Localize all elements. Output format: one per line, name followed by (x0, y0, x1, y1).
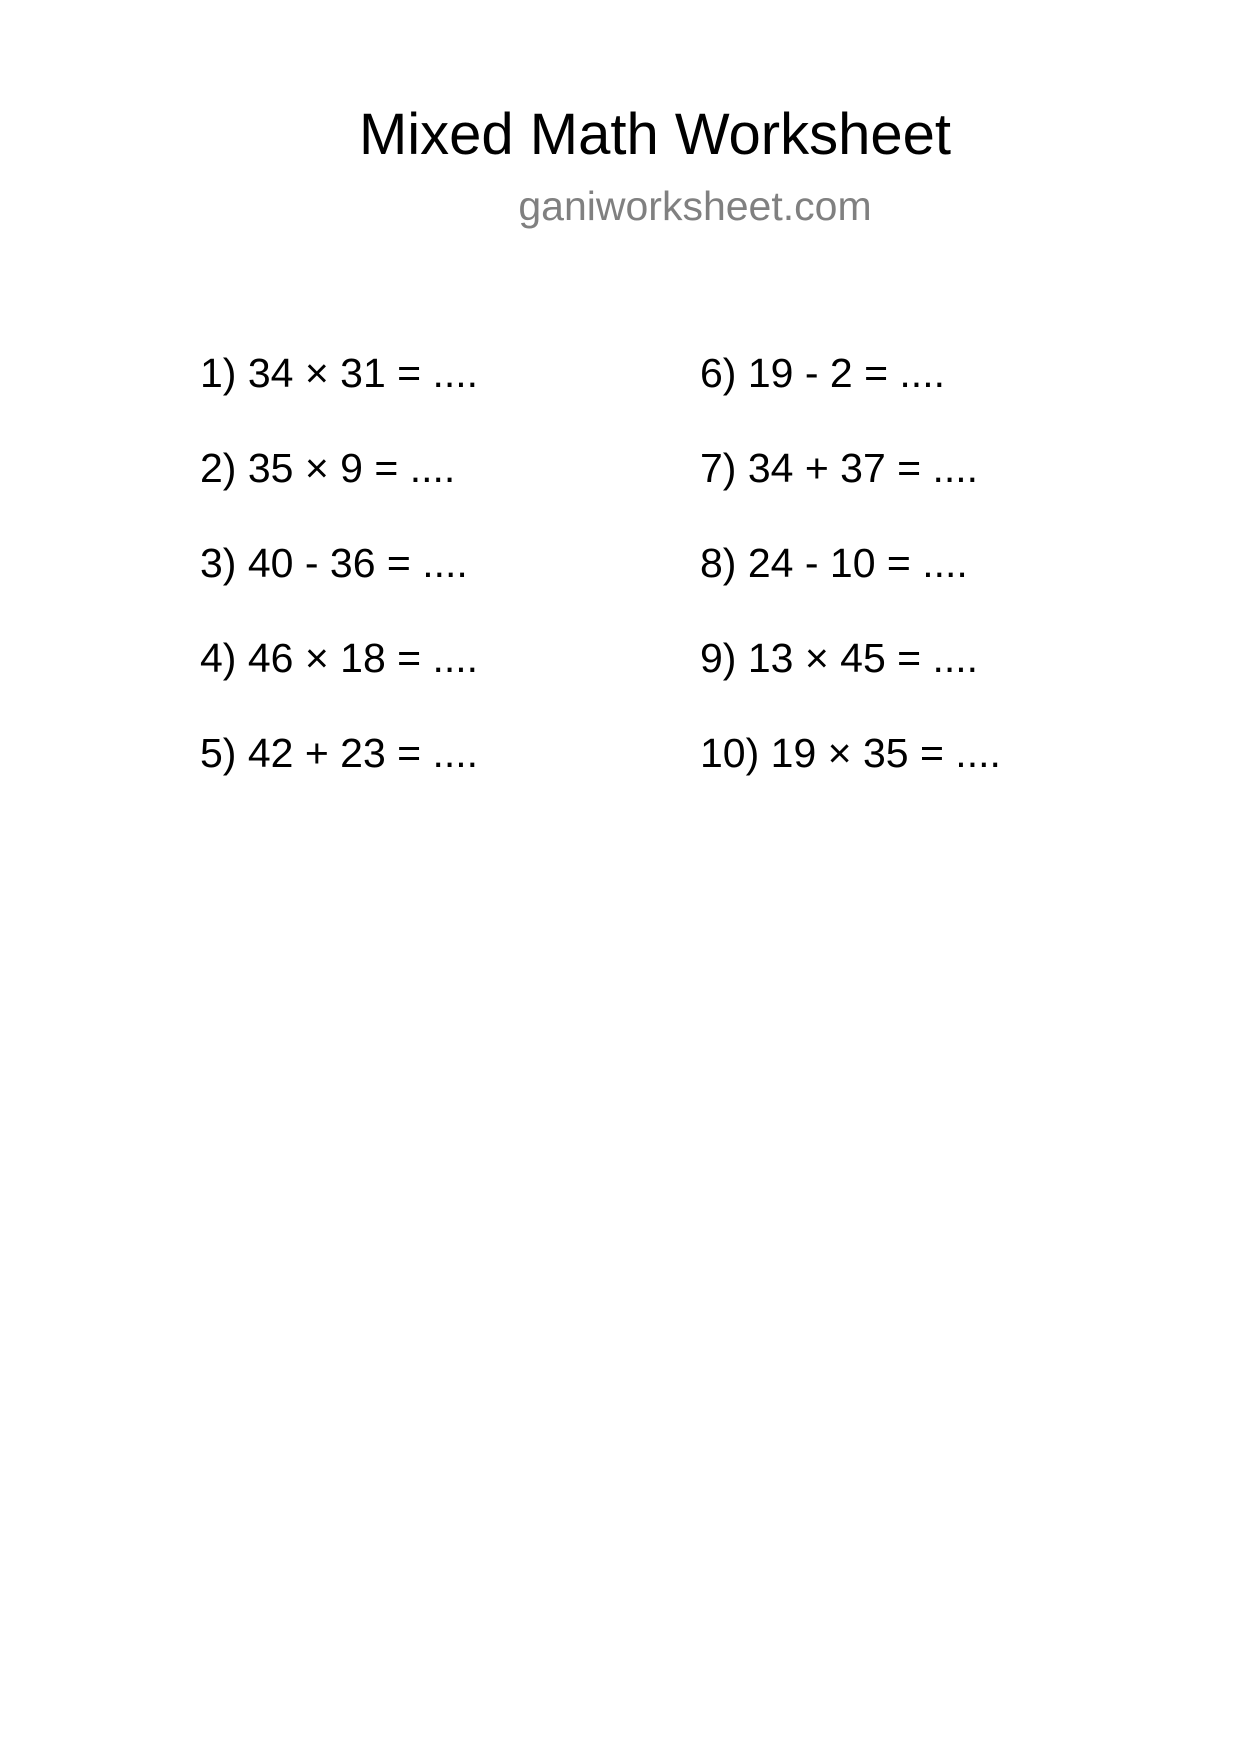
problem-2: 2) 35 × 9 = .... (200, 445, 456, 491)
problem-column-left (200, 348, 680, 823)
problem-5: 5) 42 + 23 = .... (200, 730, 479, 776)
problem-8: 8) 24 - 10 = .... (700, 540, 968, 586)
page-title: Mixed Math Worksheet (358, 102, 952, 167)
problem-1: 1) 34 × 31 = .... (200, 350, 479, 396)
website-label: ganiworksheet.com (518, 183, 872, 229)
problem-column-right (700, 348, 1180, 823)
problem-6: 6) 19 - 2 = .... (700, 350, 945, 396)
problem-7: 7) 34 + 37 = .... (700, 445, 979, 491)
problem-3: 3) 40 - 36 = .... (200, 540, 468, 586)
problem-4: 4) 46 × 18 = .... (200, 635, 479, 681)
problem-9: 9) 13 × 45 = .... (700, 635, 979, 681)
problem-10: 10) 19 × 35 = .... (700, 730, 1001, 776)
